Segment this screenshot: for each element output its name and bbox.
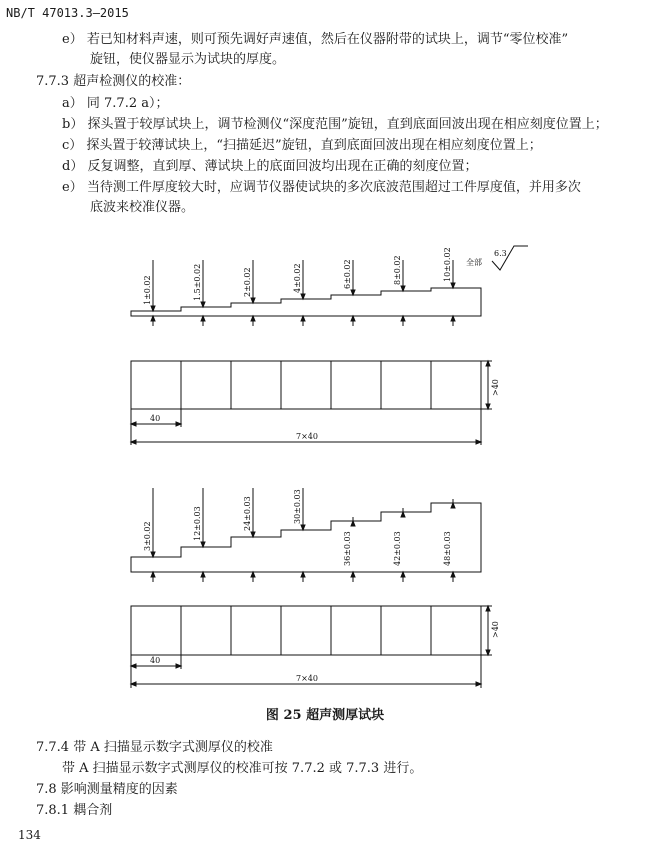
arrow-head [351, 521, 355, 526]
thickness-label: 30±0.03 [293, 489, 302, 524]
arrow-head [176, 664, 181, 668]
body-text-line: 7.8.1 耦合剂 [36, 803, 113, 818]
arrow-head [151, 306, 155, 311]
arrow-head [131, 682, 136, 686]
thickness-label: 48±0.03 [443, 531, 452, 566]
arrow-head [151, 316, 155, 321]
body-text-line: e） 当待测工件厚度较大时，应调节仪器使试块的多次底波范围超过工件厚度值，并用多次 [62, 180, 581, 195]
thickness-label: 4±0.02 [293, 263, 302, 293]
body-text-line: e） 若已知材料声速，则可预先调好声速值，然后在仪器附带的试块上，调节“零位校准” [62, 32, 569, 47]
body-text-line: 带 A 扫描显示数字式测厚仪的校准可按 7.7.2 或 7.7.3 进行。 [62, 761, 423, 776]
arrow-head [486, 606, 490, 611]
arrow-head [131, 664, 136, 668]
thickness-label: 1±0.02 [143, 275, 152, 305]
arrow-head [201, 316, 205, 321]
body-text-line: 旋钮，使仪器显示为试块的厚度。 [90, 52, 286, 67]
total-dim-label: 7×40 [296, 674, 318, 683]
body-text-line: 底波来校准仪器。 [90, 200, 195, 215]
arrow-head [201, 302, 205, 307]
arrow-head [486, 650, 490, 655]
plan-view-1 [131, 361, 481, 409]
arrow-head [251, 532, 255, 537]
arrow-head [301, 525, 305, 530]
body-text-line: c） 探头置于较薄试块上，“扫描延迟”旋钮，直到底面回波出现在相应刻度位置上； [62, 138, 542, 153]
width-dim-label: 40 [150, 656, 161, 665]
thickness-label: 8±0.02 [393, 255, 402, 285]
figure-caption: 图 25 超声测厚试块 [265, 708, 385, 723]
page-number: 134 [18, 828, 41, 842]
arrow-head [451, 572, 455, 577]
total-dim-label: 7×40 [296, 432, 318, 441]
arrow-head [401, 286, 405, 291]
arrow-head [301, 572, 305, 577]
arrow-head [251, 316, 255, 321]
side-dim-label: >40 [491, 621, 500, 638]
arrow-head [486, 404, 490, 409]
roughness-label: 全部 [466, 258, 482, 267]
arrow-head [201, 542, 205, 547]
body-text-line: b） 探头置于较厚试块上，调节检测仪“深度范围”旋钮，直到底面回波出现在相应刻度位置上； [62, 117, 608, 132]
body-text-line: d） 反复调整，直到厚、薄试块上的底面回波均出现在正确的刻度位置； [62, 159, 478, 174]
arrow-head [301, 294, 305, 299]
arrow-head [251, 572, 255, 577]
roughness-value: 6.3 [494, 249, 507, 258]
body-text-line: a） 同 7.7.2 a）； [62, 96, 169, 111]
thickness-label: 42±0.03 [393, 531, 402, 566]
arrow-head [351, 316, 355, 321]
arrow-head [351, 572, 355, 577]
side-dim-label: >40 [491, 379, 500, 396]
thickness-label: 3±0.02 [143, 521, 152, 551]
arrow-head [401, 512, 405, 517]
thickness-label: 12±0.03 [193, 506, 202, 541]
arrow-head [251, 298, 255, 303]
plan-view-2 [131, 606, 481, 655]
arrow-head [301, 316, 305, 321]
arrow-head [351, 290, 355, 295]
thickness-label: 36±0.03 [343, 531, 352, 566]
arrow-head [486, 361, 490, 366]
figure-25 [0, 230, 650, 710]
arrow-head [451, 283, 455, 288]
thickness-label: 6±0.02 [343, 259, 352, 289]
body-text-line: 7.7.4 带 A 扫描显示数字式测厚仪的校准 [36, 740, 273, 755]
arrow-head [451, 316, 455, 321]
thickness-label: 1.5±0.02 [193, 263, 202, 301]
thickness-label: 10±0.02 [443, 247, 452, 282]
thickness-label: 2±0.02 [243, 267, 252, 297]
width-dim-label: 40 [150, 414, 161, 423]
thickness-label: 24±0.03 [243, 496, 252, 531]
standard-number: NB/T 47013.3—2015 [6, 6, 129, 20]
arrow-head [176, 422, 181, 426]
arrow-head [201, 572, 205, 577]
body-text-line: 7.8 影响测量精度的因素 [36, 782, 178, 797]
step-block-1-profile [131, 288, 481, 316]
arrow-head [451, 503, 455, 508]
arrow-head [476, 682, 481, 686]
arrow-head [401, 316, 405, 321]
arrow-head [401, 572, 405, 577]
arrow-head [151, 552, 155, 557]
body-text-line: 7.7.3 超声检测仪的校准： [36, 74, 191, 89]
arrow-head [151, 572, 155, 577]
arrow-head [131, 440, 136, 444]
arrow-head [131, 422, 136, 426]
arrow-head [476, 440, 481, 444]
step-block-2-profile [131, 503, 481, 572]
